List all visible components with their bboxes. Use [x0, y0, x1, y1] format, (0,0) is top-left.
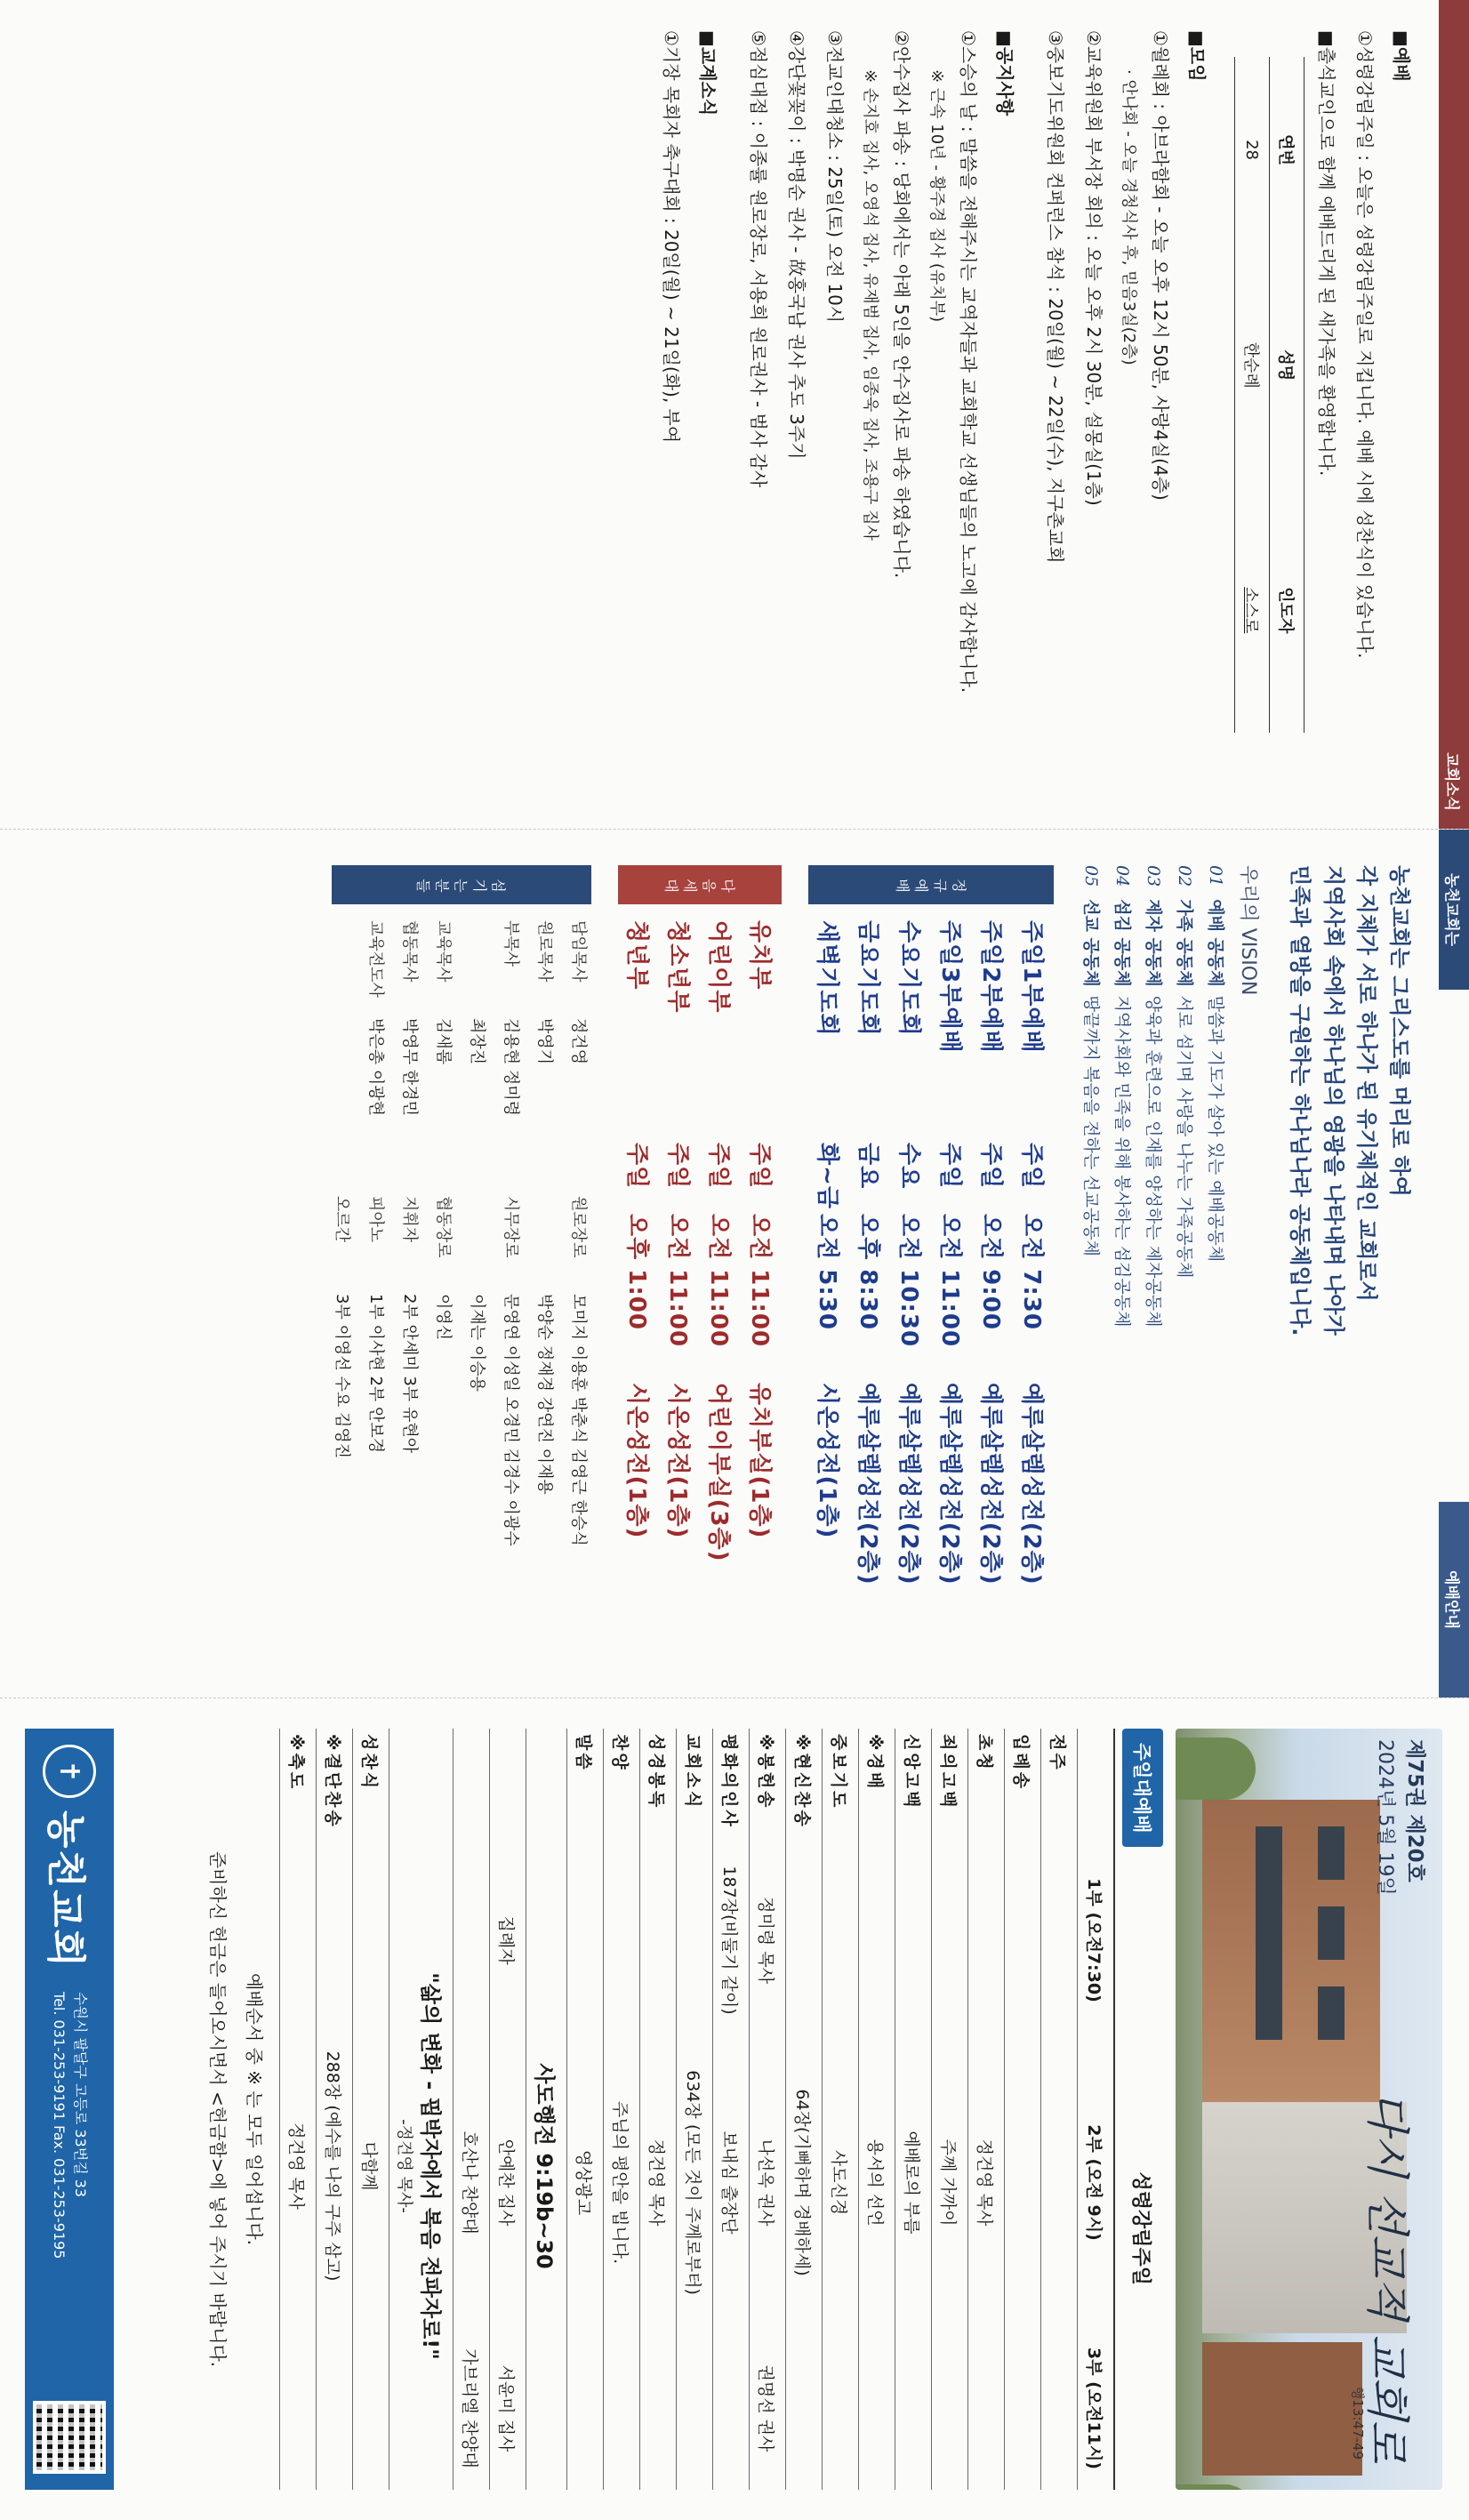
staff-name: 김용현 정미령 — [502, 1018, 521, 1117]
row-label: 전주 — [1041, 1729, 1078, 1842]
intro-line: 지역사회 속에서 하나님의 영광을 나타내며 나아가 — [1320, 865, 1346, 1336]
table-row — [567, 1729, 604, 2490]
service-name: 청소년부 — [663, 920, 691, 1014]
table-cell: 주께 가까이 — [932, 2038, 968, 2327]
staff-name: 모미지 이용훈 박춘식 김영근 한승식 — [569, 1294, 589, 1546]
table-row — [317, 1729, 353, 2490]
service-name: 주일3부예배 — [935, 920, 963, 1054]
service-time: 오전 11:00 — [745, 1214, 773, 1348]
schedule-row — [849, 920, 890, 1662]
table-cell — [713, 2327, 750, 2490]
vision-keyword: 예배 공동체 — [1206, 899, 1226, 987]
sermon — [389, 1842, 454, 2490]
news-sub-item: ※ 손지호 집사, 오영석 집사, 유재범 집사, 임종욱 집사, 조용구 집사 — [861, 69, 879, 541]
table-row — [895, 1729, 932, 2490]
staff-role — [467, 920, 490, 1018]
vision-desc: 양육과 훈련으로 인재를 양성하는 제자공동체 — [1144, 995, 1164, 1328]
schedule-rows — [808, 904, 1054, 1662]
service-time: 오후 8:30 — [854, 1214, 881, 1330]
table-row — [677, 1729, 713, 2490]
news-item: ②안수집사 파송 : 당회에서는 아래 5인을 안수집사로 파송 하였습니다. — [891, 30, 912, 579]
row-label: 찬양 — [604, 1729, 640, 1842]
table-cell — [1041, 2038, 1078, 2327]
scripture: 사도행전 9:19b~30 — [526, 1842, 567, 2490]
vision-desc: 말씀과 기도가 살아 있는 예배공동체 — [1206, 995, 1226, 1263]
staff-name: 박영무 한경민 — [400, 1018, 420, 1117]
intro-text — [1283, 865, 1416, 1662]
table-row — [713, 1729, 750, 2490]
slogan-reference: 행13:47-49 — [1350, 2386, 1366, 2460]
info-tabs — [1439, 830, 1469, 1697]
service-day: 금요 — [854, 1143, 881, 1190]
table-row — [490, 1729, 526, 2490]
table-row — [353, 1729, 389, 2490]
vision-number: 05 — [1081, 865, 1102, 887]
table-row — [932, 1729, 968, 2490]
service-name: 새벽기도회 — [813, 920, 840, 1037]
table-row — [1235, 57, 1270, 733]
row-label: 교회소식 — [677, 1729, 713, 1842]
staff-name — [332, 1018, 355, 1196]
service-place: 시온성전(1층) — [813, 1383, 840, 1539]
row-label: 성찬식 — [353, 1729, 389, 1842]
sermon-title: "삶의 변화 - 핍박자에서 복음 전파자로!" — [418, 1972, 443, 2360]
table-cell — [823, 1842, 859, 2038]
service-place: 시온성전(1층) — [622, 1383, 650, 1539]
vision-item — [1174, 865, 1198, 1662]
phone: Tel. 031-253-9191 Fax. 031-253-9195 — [51, 1992, 68, 2259]
news-tab: 교회소식 — [1439, 0, 1469, 829]
table-row — [823, 1729, 859, 2490]
table-cell: 보내심 출장단 — [713, 2038, 750, 2327]
schedule-row — [972, 920, 1013, 1662]
staff-grid — [332, 904, 591, 1662]
table-row — [968, 1729, 1005, 2490]
row-label — [490, 1729, 526, 1842]
table-cell: 서윤미 집사 — [490, 2327, 526, 2490]
row-label: 중보기도 — [823, 1729, 859, 1842]
table-cell: 288장 (예수를 나의 구주 삼고) — [317, 1842, 353, 2490]
table-cell: 정건영 목사 — [280, 1842, 317, 2490]
service-name: 어린이부 — [704, 920, 732, 1014]
news-item: ③중보기도위원회 컨퍼런스 참석 : 20일(월) ~ 22일(수), 지구촌교회 — [1045, 30, 1066, 564]
liturgical-week: 성령강림주일 — [1129, 2171, 1152, 2285]
service-time: 오전 11:00 — [663, 1214, 691, 1348]
news-item: ③전교인대청소 : 25일(토) 오전 10시 — [824, 30, 846, 324]
table-cell — [823, 2327, 859, 2490]
table-row — [526, 1729, 567, 2490]
table-cell — [1041, 2327, 1078, 2490]
table-cell: 영상광고 — [567, 2038, 604, 2327]
news-item: ⑤점심대접 : 이종률 원로장로, 서용희 원로권사 - 범사 감사 — [748, 30, 769, 488]
staff-role — [534, 1196, 558, 1294]
schedule-row — [700, 920, 741, 1662]
staff-block — [332, 865, 591, 1662]
table-cell — [1005, 2327, 1041, 2490]
table-cell: 한순례 — [1235, 243, 1270, 487]
service-name: 주일1부예배 — [1017, 920, 1045, 1054]
table-cell — [454, 1842, 490, 2038]
service-place: 유치부실(1층) — [745, 1383, 773, 1539]
vision-desc: 땅끝까지 복음을 전하는 선교공동체 — [1081, 995, 1102, 1257]
vision-desc: 지역사회와 민족을 위해 봉사하는 섬김공동체 — [1112, 995, 1133, 1328]
table-cell — [786, 2327, 823, 2490]
table-cell — [604, 2327, 640, 2490]
address: 수원시 팔달구 고등로 33번길 33 — [72, 1992, 89, 2198]
service-name: 주일2부예배 — [976, 920, 1004, 1054]
church-photo — [1176, 1729, 1442, 2490]
table-header: 2부 (오전 9시) — [1078, 2038, 1115, 2327]
vision-number: 01 — [1206, 865, 1226, 887]
service-place: 어린이부실(3층) — [704, 1383, 732, 1562]
table-row — [280, 1729, 317, 2490]
schedule-row — [618, 920, 659, 1662]
next-gen-schedule — [618, 865, 782, 1662]
row-label: 죄의고백 — [932, 1729, 968, 1842]
staff-name: 박영기 — [535, 1018, 555, 1065]
table-cell — [859, 2327, 895, 2490]
table-cell — [1005, 1842, 1041, 2038]
vision-list — [1080, 865, 1229, 1662]
service-place: 예루살렘성전(2층) — [1017, 1383, 1045, 1585]
tree — [1176, 2484, 1256, 2490]
service-day: 주일 — [976, 1143, 1004, 1190]
qr-code-icon[interactable] — [33, 2401, 106, 2474]
table-header: 인도자 — [1270, 488, 1304, 733]
row-label — [526, 1729, 567, 1842]
vision-item — [1143, 865, 1167, 1662]
table-cell: 187장(비둘기 같이) — [713, 1842, 750, 2038]
table-cell: 예배로의 부름 — [895, 2038, 932, 2327]
table-cell — [932, 2327, 968, 2490]
news-item: ④강단꽃꽂이 : 박명순 권사 - 故홍국남 권사 추도 3주기 — [786, 30, 807, 460]
row-label — [389, 1729, 454, 1842]
row-label: 입례송 — [1005, 1729, 1041, 1842]
table-row — [1041, 1729, 1078, 2490]
news-item: ②교육위원회 부서장 회의 : 오늘 오후 2시 30분, 설몽실(1층) — [1083, 30, 1104, 506]
row-label: 말씀 — [567, 1729, 604, 1842]
service-time: 오후 1:00 — [622, 1214, 650, 1330]
table-cell — [677, 2327, 713, 2490]
schedule-row — [808, 920, 849, 1662]
vision-keyword: 제자 공동체 — [1144, 899, 1164, 987]
table-cell — [895, 1842, 932, 2038]
news-sub-item: · 안나회 - 오늘 경청식사 후, 믿음3실(2층) — [1120, 69, 1138, 365]
service-time: 오전 5:30 — [813, 1214, 840, 1330]
row-label: ※결단찬송 — [317, 1729, 353, 1842]
staff-name: 이재는 이승용 — [468, 1294, 487, 1392]
vision-desc: 서로 섬기며 사랑을 나누는 가족공동체 — [1175, 995, 1195, 1279]
sermon-preacher: -정건영 목사- — [395, 2119, 413, 2213]
cover-panel — [0, 1698, 1469, 2520]
staff-role: 교육전도사 — [366, 920, 386, 998]
staff-name: 박양순 정재경 강연진 이재용 — [535, 1294, 555, 1495]
staff-name: 2부 안세미 3부 유현아 — [400, 1294, 420, 1454]
staff-name: 박은총 이광현 — [366, 1018, 386, 1117]
table-cell: 나선옥 권사 — [750, 2038, 786, 2327]
service-place: 예루살렘성전(2층) — [895, 1383, 922, 1585]
table-cell: 정건영 목사 — [640, 2038, 677, 2327]
service-place: 시온성전(1층) — [663, 1383, 691, 1539]
staff-name: 최장진 — [468, 1018, 487, 1065]
table-cell: 64장(기뻐하며 경배하세) — [786, 2038, 823, 2327]
table-cell: 용서의 선언 — [859, 2038, 895, 2327]
vision-keyword: 가족 공동체 — [1175, 899, 1195, 987]
table-cell — [895, 2327, 932, 2490]
tab-church-intro: 농천교회는 — [1439, 830, 1469, 990]
newcomer-table — [1234, 57, 1304, 733]
vision-item — [1205, 865, 1229, 1662]
service-place: 예루살렘성전(2층) — [976, 1383, 1004, 1585]
service-name: 청년부 — [622, 920, 650, 991]
service-time: 오전 7:30 — [1017, 1214, 1045, 1330]
news-sub-item: ※ 근속 10년 - 황주경 집사 (유치부) — [927, 69, 946, 323]
vision-keyword: 선교 공동체 — [1081, 899, 1102, 987]
regular-schedule — [808, 865, 1054, 1662]
intro-line: 각 지체가 서로 하나가 된 유기체적인 교회로서 — [1353, 865, 1379, 1302]
row-label: ※축도 — [280, 1729, 317, 1842]
section-family: ■교계소식 — [697, 30, 718, 116]
staff-role: 피아노 — [366, 1196, 386, 1243]
table-cell: 권명선 권사 — [750, 2327, 786, 2490]
service-name: 수요기도회 — [895, 920, 922, 1037]
service-day: 주일 — [622, 1143, 650, 1190]
table-cell: 정미령 목사 — [750, 1842, 786, 2038]
table-cell — [677, 1842, 713, 2038]
schedule-tag: 정 규 예 배 — [808, 865, 1054, 904]
staff-role: 시무장로 — [502, 1196, 521, 1258]
table-cell: 호산나 찬양대 — [454, 2038, 490, 2327]
schedule-row — [741, 920, 782, 1662]
service-name: 금요기도회 — [854, 920, 881, 1037]
table-row — [454, 1729, 490, 2490]
table-cell: 634장 (모든 것이 주께로부터) — [677, 2038, 713, 2327]
table-header: 3부 (오전11시) — [1078, 2327, 1115, 2490]
vision-title: 우리의 VISION — [1237, 865, 1260, 996]
vision-number: 02 — [1175, 865, 1195, 887]
table-cell: 안예찬 집사 — [490, 2038, 526, 2327]
vision-number: 04 — [1112, 865, 1133, 887]
issue-info — [1373, 1739, 1432, 1896]
church-contact — [48, 1992, 91, 2259]
staff-role — [332, 920, 355, 1018]
row-label — [454, 1729, 490, 1842]
table-cell — [640, 1842, 677, 2038]
table-cell — [859, 1842, 895, 2038]
vision-item — [1080, 865, 1104, 1662]
staff-role: 원로장로 — [569, 1196, 589, 1258]
table-cell — [786, 1842, 823, 2038]
service-header — [1122, 1729, 1163, 2490]
service-day: 주일 — [935, 1143, 963, 1190]
table-cell: 정건영 목사 — [968, 2038, 1005, 2327]
table-row — [750, 1729, 786, 2490]
slogan: 다시 선교적 교회로 — [1361, 2091, 1413, 2463]
table-cell — [567, 1842, 604, 2038]
service-name: 유치부 — [745, 920, 773, 991]
info-panel — [0, 829, 1469, 1698]
table-cell — [604, 1842, 640, 2038]
staff-name: 김새롬 — [434, 1018, 454, 1065]
news-item: ①기장 목회자 축구대회 : 20일(월) ~ 21일(화), 부여 — [661, 30, 682, 444]
service-day: 주일 — [745, 1143, 773, 1190]
order-of-service — [279, 1729, 1115, 2490]
staff-role: 부목사 — [502, 920, 521, 967]
row-label: ※경배 — [859, 1729, 895, 1842]
tree — [1176, 1738, 1256, 1800]
row-label: 성경봉독 — [640, 1729, 677, 1842]
service-time: 오전 9:00 — [976, 1214, 1004, 1330]
service-day: 주일 — [704, 1143, 732, 1190]
building-side — [1202, 2342, 1362, 2476]
service-time: 오전 11:00 — [704, 1214, 732, 1348]
table-row — [640, 1729, 677, 2490]
service-day: 주일 — [1017, 1143, 1045, 1190]
news-item: ①스승의 날 : 말씀을 전해주시는 교역자들과 교회학교 선생님들의 노고에 감사합니다. — [958, 30, 979, 694]
section-meeting: ■모임 — [1186, 30, 1208, 82]
table-row — [389, 1729, 454, 2490]
service-place: 예루살렘성전(2층) — [935, 1383, 963, 1585]
service-day: 화~금 — [813, 1143, 840, 1210]
table-header: 연번 — [1270, 57, 1304, 243]
news-panel — [0, 0, 1469, 829]
table-cell — [1005, 2038, 1041, 2327]
staff-role — [467, 1196, 490, 1294]
schedule-row — [659, 920, 700, 1662]
vision-number: 03 — [1144, 865, 1164, 887]
table-cell: 사도신경 — [823, 2038, 859, 2327]
table-cell: 집례자 — [490, 1842, 526, 2038]
section-notice: ■공지사항 — [994, 30, 1015, 116]
intro-line: 민족과 열방을 구원하는 하나님나라 공동체입니다. — [1288, 865, 1313, 1336]
tab-worship-guide: 예배안내 — [1439, 1502, 1469, 1697]
table-header: 1부 (오전7:30) — [1078, 1842, 1115, 2038]
service-place: 예루살렘성전(2층) — [854, 1383, 881, 1585]
news-item: ①월례회 : 아브라함회 - 오늘 오후 12시 50분, 사랑4실(4층) — [1150, 30, 1171, 501]
offering-note: 준비하신 헌금은 들어오시면서 <헌금함>에 넣어 주시기 바랍니다. — [207, 1850, 229, 2368]
news-item: ①성령강림주일 : 오늘은 성령강림주일로 지킵니다. 예배 시에 성찬식이 있습니다. — [1354, 30, 1376, 659]
volume: 제75권 제20호 — [1403, 1739, 1426, 1882]
service-time: 오전 11:00 — [935, 1214, 963, 1348]
table-cell — [640, 2327, 677, 2490]
church-footer — [25, 1729, 114, 2490]
staff-tag: 섬 기 는 분 들 — [332, 865, 591, 904]
table-row — [786, 1729, 823, 2490]
table-cell — [968, 2327, 1005, 2490]
schedule-row — [890, 920, 931, 1662]
schedule-row — [1013, 920, 1054, 1662]
row-label: 신앙고백 — [895, 1729, 932, 1842]
table-header: 성명 — [1270, 243, 1304, 487]
table-cell — [932, 1842, 968, 2038]
intro-line: 농천교회는 그리스도를 머리로 하여 — [1387, 865, 1412, 1197]
schedule-row — [931, 920, 972, 1662]
staff-role: 협동장로 — [434, 1196, 454, 1258]
table-row — [604, 1729, 640, 2490]
church-logo-icon: ✝ — [43, 1745, 96, 1798]
building-brick — [1202, 1800, 1380, 2102]
service-badge: 주일대예배 — [1122, 1729, 1163, 1847]
row-label: ※현신찬송 — [786, 1729, 823, 1842]
church-name: 농천교회 — [43, 1810, 88, 1970]
table-cell: 소스로 — [1235, 488, 1270, 733]
service-day: 주일 — [663, 1143, 691, 1190]
staff-role: 협동목사 — [400, 920, 420, 983]
staff-name: 3부 이영선 수요 김영진 — [333, 1294, 352, 1459]
table-row — [859, 1729, 895, 2490]
table-cell — [567, 2327, 604, 2490]
staff-name: 문영연 이성일 오경민 김경수 이광수 — [502, 1294, 521, 1546]
table-cell: 가브리엘 찬양대 — [454, 2327, 490, 2490]
vision-keyword: 섬김 공동체 — [1112, 899, 1133, 987]
staff-role: 담임목사 — [569, 920, 589, 983]
staff-role: 오르간 — [333, 1196, 352, 1243]
row-label: 초청 — [968, 1729, 1005, 1842]
table-cell: 28 — [1235, 57, 1270, 243]
staff-role: 지휘자 — [400, 1196, 420, 1243]
vision-item — [1112, 865, 1136, 1662]
service-day: 수요 — [895, 1143, 922, 1190]
issue-date: 2024년 5월 19일 — [1374, 1739, 1396, 1896]
section-worship: ■예배 — [1391, 30, 1412, 82]
next-gen-rows — [618, 904, 782, 1662]
row-label: 평화의인사 — [713, 1729, 750, 1842]
table-cell — [968, 1842, 1005, 2038]
table-header — [1078, 1729, 1115, 1842]
staff-name: 1부 이사현 2부 안보경 — [366, 1294, 386, 1454]
staff-role: 교육목사 — [434, 920, 454, 983]
row-label: ※봉헌송 — [750, 1729, 786, 1842]
standing-note: 예배순서 중 ※ 는 모두 일어섭니다. — [244, 1972, 265, 2246]
service-time: 오전 10:30 — [895, 1214, 922, 1348]
vision-block — [1080, 830, 1439, 1697]
table-row — [1005, 1729, 1041, 2490]
table-cell — [1041, 1842, 1078, 2038]
next-gen-tag: 다 음 세 대 — [618, 865, 782, 904]
table-cell: 다함께 — [353, 1842, 389, 2490]
staff-name: 정건영 — [569, 1018, 589, 1065]
table-cell: 주님의 평안을 빕니다. — [604, 2038, 640, 2327]
staff-role: 원로목사 — [535, 920, 555, 983]
staff-name: 이영신 — [434, 1294, 454, 1341]
news-item: ■출석교인으로 함께 예배드리게 된 새가족을 환영합니다. — [1316, 30, 1337, 477]
